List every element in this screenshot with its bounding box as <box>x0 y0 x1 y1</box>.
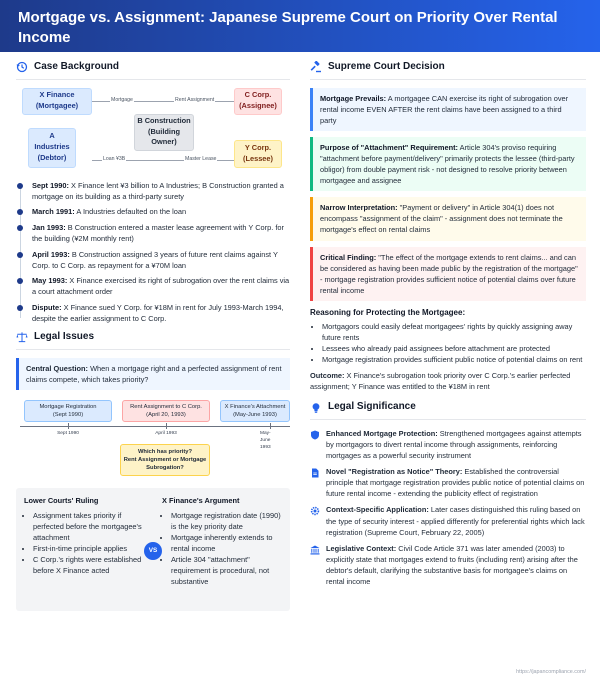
rent-assignment-event: Rent Assignment to C Corp. (April 20, 1993) <box>122 400 210 422</box>
scales-icon <box>16 331 28 343</box>
footer-url: https://japancompliance.com/ <box>516 669 586 676</box>
mortgage-registration-event: Mortgage Registration (Sept 1990) <box>24 400 112 422</box>
significance-item: Enhanced Mortgage Protection: Strengthened mortgagees against attempts by mortgagors to divert rental income through assignments, reinforcing mortgages as a powerful security instrument <box>310 428 586 461</box>
loan-link-label: Loan ¥3B <box>103 155 126 162</box>
list-item: • First-in-time principle applies <box>33 543 144 554</box>
history-icon <box>16 61 28 73</box>
central-question: Central Question: When a mortgage right and a perfected assignment of rent claims compete, which takes priority? <box>16 358 290 390</box>
decision-card: Mortgage Prevails: A mortgagee CAN exercise its right of subrogation over rental income EVEN AFTER the rent claims have been assigned to a third party <box>310 88 586 131</box>
page-header <box>0 0 600 61</box>
priority-timeline <box>16 396 290 488</box>
significance-title: Legal Significance <box>328 401 416 413</box>
significance-item: Context-Specific Application: Later cases distinguished this ruling based on the type of security interest - applied differently for preferential rights which lack registration (Supreme Court, February 22, 2005) <box>310 504 586 537</box>
decision-card: Critical Finding: "The effect of the mortgage extends to rent claims... and can be considered as having been made public by the registration of the mortgage" - mortgage registration provides sufficient notice of potential claims over future rental income <box>310 247 586 301</box>
list-item: • C Corp.'s rights were established before X Finance acted <box>33 554 144 576</box>
tick-label: May-June 1993 <box>260 430 271 450</box>
list-item: • Article 304 "attachment" requirement is procedural, not substantive <box>171 554 282 587</box>
list-item: • Assignment takes priority if perfected before the mortgagee's attachment <box>33 510 144 543</box>
ruling-comparison <box>16 488 290 611</box>
parties-diagram <box>16 88 290 174</box>
gear-icon <box>310 506 320 516</box>
list-item: • Mortgage registration date (1990) is the key priority date <box>171 510 282 532</box>
page-title: Mortgage vs. Assignment: Japanese Supreme Court on Priority Over Rental Income <box>18 9 558 46</box>
case-background-heading <box>16 60 290 80</box>
c-corp-box: C Corp. (Assignee) <box>234 88 282 115</box>
tick-label: April 1993 <box>155 430 177 436</box>
significance-item: Novel "Registration as Notice" Theory: Established the controversial principle that mortgage registration provides public notice of potential claims on future rental income - extending the publicity effect of registration <box>310 466 586 499</box>
right-column <box>310 60 586 592</box>
list-item: • Mortgage registration provides sufficient public notice of potential claims on rent <box>322 354 586 365</box>
timeline-item: May 1993: X Finance exercised its right of subrogation over the rent claims via a court attachment order <box>32 275 290 297</box>
timeline-item: March 1991: A Industries defaulted on the loan <box>32 206 290 217</box>
list-item: • Mortgage inherently extends to rental income <box>171 532 282 554</box>
lower-courts-ruling: Lower Courts' Ruling • Assignment takes priority if perfected before the mortgagee's attachment • First-in-time principle applies • C Corp.'s rights were established before X Finance acted <box>24 496 144 576</box>
list-item: • Mortgagors could easily defeat mortgagees' rights by quickly assigning away future rents <box>322 321 586 343</box>
landmark-icon <box>310 545 320 555</box>
a-industries-box: A Industries (Debtor) <box>28 128 76 168</box>
priority-question-box: Which has priority? Rent Assignment or Mortgage Subrogation? <box>120 444 210 476</box>
reasoning-section <box>310 307 586 392</box>
shield-icon <box>310 430 320 440</box>
mortgage-link-label: Mortgage <box>111 96 133 103</box>
timeline-item: Sept 1990: X Finance lent ¥3 billion to A Industries; B Construction granted a mortgage on its building as a third-party surety <box>32 180 290 202</box>
legal-issues-heading <box>16 330 290 350</box>
rent-assignment-link-label: Rent Assignment <box>175 96 215 103</box>
page-subtitle: Supreme Court of Japan, January 30, 1998 <box>18 51 182 61</box>
attachment-event: X Finance's Attachment (May-June 1993) <box>220 400 290 422</box>
left-column <box>16 60 290 611</box>
case-timeline <box>16 180 290 325</box>
decision-card: Purpose of "Attachment" Requirement: Article 304's proviso requiring "attachment before payment/delivery" primarily protects the lessee (third-party obligor) from double payment risk - not designed to resolve priority between mortgagee and assignee <box>310 137 586 191</box>
document-icon <box>310 468 320 478</box>
decision-title: Supreme Court Decision <box>328 61 445 72</box>
gavel-icon <box>310 61 322 73</box>
legal-issues-title: Legal Issues <box>34 331 95 343</box>
lightbulb-icon <box>310 402 322 414</box>
timeline-axis <box>20 426 290 427</box>
outcome: Outcome: X Finance's subrogation took priority over C Corp.'s earlier perfected assignment; Y Finance was entitled to the ¥18M in rent <box>310 371 571 392</box>
vs-badge: VS <box>144 542 162 560</box>
x-finance-box: X Finance (Mortgagee) <box>22 88 92 115</box>
x-finance-argument: X Finance's Argument • Mortgage registration date (1990) is the key priority date • Mortgage inherently extends to rental income • Article 304 "attachment" requirement is procedural, not substantive <box>162 496 282 588</box>
significance-heading <box>310 400 586 420</box>
list-item: • Lessees who already paid assignees before attachment are protected <box>322 343 586 354</box>
decision-heading <box>310 60 586 80</box>
decision-card: Narrow Interpretation: "Payment or delivery" in Article 304(1) does not encompass "assignment of the claim" - assignment does not terminate the mortgage's effect on rental claims <box>310 197 586 240</box>
y-corp-box: Y Corp. (Lessee) <box>234 140 282 168</box>
timeline-item: Jan 1993: B Construction entered a master lease agreement with Y Corp. for the building (¥2M monthly rent) <box>32 222 290 244</box>
reasoning-title: Reasoning for Protecting the Mortgagee: <box>310 308 466 318</box>
tick-label: Sept 1990 <box>57 430 79 436</box>
master-lease-link-label: Master Lease <box>185 155 217 162</box>
significance-item: Legislative Context: Civil Code Article 371 was later amended (2003) to explicitly state that mortgages extend to fruits (including rent) arising after the debtor's default, clarifying the substantive basis for mortgagee's claims on rental income <box>310 543 586 587</box>
timeline-item: April 1993: B Construction assigned 3 years of future rent claims against Y Corp. to C Corp. as repayment for a ¥70M loan <box>32 249 290 271</box>
timeline-item: Dispute: X Finance sued Y Corp. for ¥18M in rent for July 1993-March 1994, despite the earlier assignment to C Corp. <box>32 302 290 324</box>
b-construction-box: B Construction (Building Owner) <box>134 114 194 151</box>
case-background-title: Case Background <box>34 61 120 72</box>
